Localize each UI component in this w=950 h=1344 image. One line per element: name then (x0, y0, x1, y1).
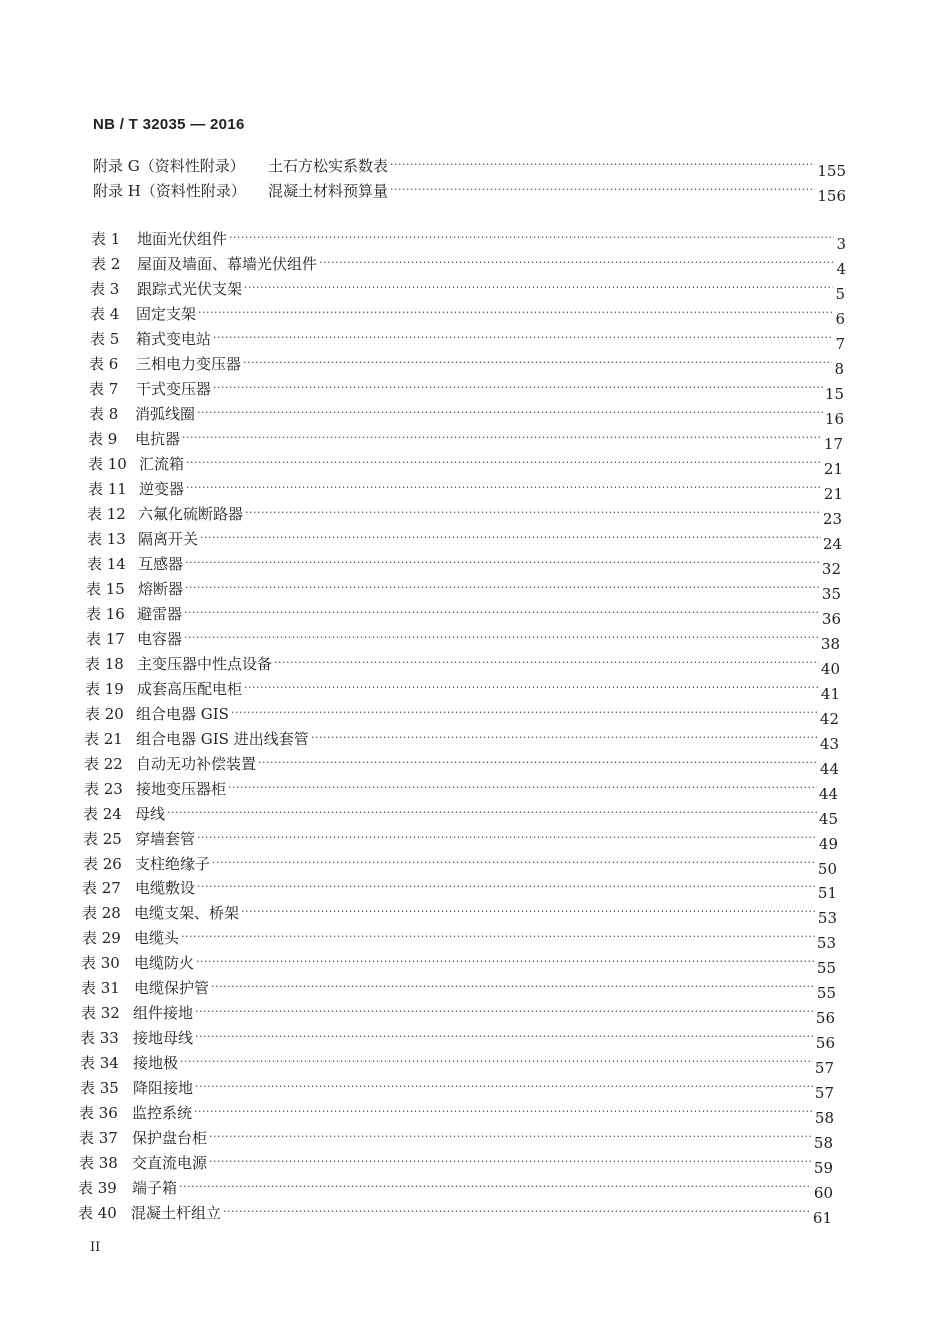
table-entry[interactable] (0, 1152, 950, 1176)
table-entry[interactable] (0, 902, 950, 926)
dot-leader (228, 778, 817, 800)
entry-number: 表 33 (80, 1029, 119, 1047)
entry-page-number: 21 (823, 460, 843, 478)
entry-title: 土石方松实系数表 (268, 157, 389, 175)
dot-leader (209, 1152, 812, 1174)
entry-number: 表 31 (81, 979, 120, 997)
table-entry[interactable] (0, 578, 950, 602)
table-entry[interactable] (0, 428, 950, 452)
entry-number: 表 24 (83, 805, 122, 823)
table-entry[interactable] (0, 1077, 950, 1101)
dot-leader (195, 1077, 813, 1099)
dot-leader (209, 1127, 812, 1149)
entry-title: 交直流电源 (132, 1154, 208, 1172)
entry-title: 逆变器 (139, 480, 185, 498)
table-entry[interactable] (0, 253, 950, 277)
entry-page-number: 60 (813, 1184, 833, 1202)
entry-page-number: 24 (822, 535, 842, 553)
table-entry[interactable] (0, 803, 950, 827)
dot-leader (245, 503, 821, 525)
entry-title: 母线 (135, 805, 166, 823)
entry-title: 电容器 (137, 630, 183, 648)
entry-number: 表 13 (87, 530, 126, 548)
table-entry[interactable] (0, 228, 950, 252)
dot-leader (200, 528, 821, 550)
dot-leader (274, 653, 819, 675)
dot-leader (390, 155, 815, 177)
entry-title: 端子箱 (132, 1179, 178, 1197)
dot-leader (186, 478, 822, 500)
dot-leader (311, 728, 818, 750)
entry-title: 组件接地 (133, 1004, 194, 1022)
entry-title: 监控系统 (132, 1104, 193, 1122)
dot-leader (390, 180, 815, 202)
table-entry[interactable] (0, 553, 950, 577)
entry-page-number: 53 (816, 934, 836, 952)
entry-number: 表 6 (89, 355, 119, 373)
entry-title: 六氟化硫断路器 (138, 505, 244, 523)
entry-title: 干式变压器 (136, 380, 212, 398)
table-entry[interactable] (0, 1202, 950, 1226)
entry-title: 接地母线 (133, 1029, 194, 1047)
dot-leader (196, 952, 815, 974)
entry-title: 混凝土杆组立 (131, 1204, 222, 1222)
table-entry[interactable] (0, 877, 950, 901)
entry-number: 表 1 (91, 230, 121, 248)
entry-number: 表 29 (82, 929, 121, 947)
dot-leader (197, 403, 823, 425)
entry-title: 接地极 (133, 1054, 179, 1072)
entry-page-number: 42 (819, 710, 839, 728)
entry-number: 表 18 (85, 655, 124, 673)
table-entry[interactable] (0, 853, 950, 877)
entry-page-number: 23 (822, 510, 842, 528)
entry-page-number: 57 (814, 1084, 834, 1102)
dot-leader (231, 703, 818, 725)
table-entry[interactable] (0, 952, 950, 976)
entry-title: 电缆支架、桥架 (134, 904, 240, 922)
entry-page-number: 53 (817, 909, 837, 927)
dot-leader (241, 902, 816, 924)
entry-number: 表 21 (84, 730, 123, 748)
entry-page-number: 21 (823, 485, 843, 503)
entry-number: 表 35 (80, 1079, 119, 1097)
entry-number: 表 5 (90, 330, 120, 348)
table-entry[interactable] (0, 678, 950, 702)
dot-leader (213, 378, 823, 400)
entry-page-number: 56 (815, 1009, 835, 1027)
entry-page-number: 6 (835, 310, 845, 328)
table-entry[interactable] (0, 403, 950, 427)
dot-leader (198, 303, 833, 325)
entry-page-number: 55 (816, 959, 836, 977)
table-entry[interactable] (0, 1127, 950, 1151)
entry-page-number: 44 (818, 785, 838, 803)
dot-leader (229, 228, 834, 250)
entry-number: 表 12 (87, 505, 126, 523)
entry-title: 消弧线圈 (135, 405, 196, 423)
entry-number: 表 34 (80, 1054, 119, 1072)
dot-leader (185, 578, 820, 600)
dot-leader (197, 828, 817, 850)
entry-title: 屋面及墙面、幕墙光伏组件 (137, 255, 318, 273)
dot-leader (211, 977, 815, 999)
entry-page-number: 45 (818, 810, 838, 828)
entry-page-number: 59 (813, 1159, 833, 1177)
entry-title: 自动无功补偿装置 (136, 755, 257, 773)
entry-title: 三相电力变压器 (136, 355, 242, 373)
entry-title: 避雷器 (137, 605, 183, 623)
entry-page-number: 17 (823, 435, 843, 453)
table-entry[interactable] (0, 303, 950, 327)
entry-page-number: 58 (814, 1109, 834, 1127)
entry-title: 互感器 (138, 555, 184, 573)
dot-leader (223, 1202, 811, 1224)
dot-leader (197, 877, 816, 899)
dot-leader (167, 803, 817, 825)
entry-title: 电缆防火 (134, 954, 195, 972)
entry-page-number: 155 (817, 162, 846, 180)
entry-page-number: 49 (818, 835, 838, 853)
entry-page-number: 41 (820, 685, 840, 703)
entry-page-number: 32 (821, 560, 841, 578)
entry-number: 表 22 (84, 755, 123, 773)
entry-page-number: 38 (820, 635, 840, 653)
entry-number: 表 11 (88, 480, 127, 498)
entry-title: 保护盘台柜 (132, 1129, 208, 1147)
entry-title: 主变压器中性点设备 (137, 655, 273, 673)
entry-title: 降阻接地 (133, 1079, 194, 1097)
entry-number: 表 37 (79, 1129, 118, 1147)
dot-leader (184, 628, 819, 650)
entry-number: 表 20 (85, 705, 124, 723)
entry-title: 地面光伏组件 (137, 230, 228, 248)
dot-leader (195, 1027, 814, 1049)
table-entry[interactable] (0, 653, 950, 677)
entry-title: 熔断器 (138, 580, 184, 598)
dot-leader (184, 603, 820, 625)
page-footer-number: II (90, 1240, 101, 1255)
dot-leader (179, 1177, 812, 1199)
table-entry[interactable] (0, 453, 950, 477)
entry-page-number: 8 (834, 360, 844, 378)
appendix-entry[interactable] (0, 180, 950, 204)
entry-number: 表 15 (86, 580, 125, 598)
entry-number: 表 9 (88, 430, 118, 448)
entry-title: 电抗器 (135, 430, 181, 448)
entry-page-number: 50 (817, 860, 837, 878)
entry-title: 隔离开关 (138, 530, 199, 548)
dot-leader (213, 328, 833, 350)
table-entry[interactable] (0, 478, 950, 502)
table-entry[interactable] (0, 977, 950, 1001)
entry-number: 表 27 (82, 879, 121, 897)
table-entry[interactable] (0, 828, 950, 852)
entry-number: 表 26 (83, 855, 122, 873)
entry-page-number: 35 (821, 585, 841, 603)
entry-title: 固定支架 (136, 305, 197, 323)
entry-number: 附录 G（资料性附录） (93, 157, 245, 175)
entry-number: 附录 H（资料性附录） (93, 182, 246, 200)
entry-title: 接地变压器柜 (136, 780, 227, 798)
table-entry[interactable] (0, 503, 950, 527)
entry-page-number: 61 (812, 1209, 832, 1227)
entry-number: 表 38 (79, 1154, 118, 1172)
table-entry[interactable] (0, 1102, 950, 1126)
entry-page-number: 5 (835, 285, 845, 303)
table-entry[interactable] (0, 927, 950, 951)
table-entry[interactable] (0, 703, 950, 727)
appendix-entry[interactable] (0, 155, 950, 179)
dot-leader (212, 853, 816, 875)
entry-page-number: 51 (817, 884, 837, 902)
entry-page-number: 58 (813, 1134, 833, 1152)
entry-number: 表 40 (78, 1204, 117, 1222)
entry-number: 表 17 (86, 630, 125, 648)
entry-number: 表 25 (83, 830, 122, 848)
table-entry[interactable] (0, 353, 950, 377)
dot-leader (182, 428, 822, 450)
dot-leader (181, 927, 815, 949)
dot-leader (258, 753, 818, 775)
dot-leader (195, 1002, 814, 1024)
entry-number: 表 10 (88, 455, 127, 473)
entry-number: 表 36 (79, 1104, 118, 1122)
table-entry[interactable] (0, 278, 950, 302)
entry-title: 组合电器 GIS 进出线套管 (136, 730, 309, 748)
page-header: NB / T 32035 — 2016 (93, 116, 245, 133)
entry-title: 电缆头 (134, 929, 180, 947)
table-entry[interactable] (0, 628, 950, 652)
entry-number: 表 3 (90, 280, 120, 298)
entry-page-number: 43 (819, 735, 839, 753)
table-entry[interactable] (0, 1177, 950, 1201)
table-entry[interactable] (0, 1052, 950, 1076)
table-entry[interactable] (0, 603, 950, 627)
entry-page-number: 55 (816, 984, 836, 1002)
entry-title: 汇流箱 (139, 455, 185, 473)
entry-number: 表 30 (81, 954, 120, 972)
entry-number: 表 19 (85, 680, 124, 698)
table-entry[interactable] (0, 378, 950, 402)
dot-leader (319, 253, 834, 275)
entry-page-number: 56 (815, 1034, 835, 1052)
entry-page-number: 4 (836, 260, 846, 278)
dot-leader (244, 278, 833, 300)
entry-title: 混凝土材料预算量 (268, 182, 389, 200)
entry-page-number: 7 (835, 335, 845, 353)
entry-number: 表 8 (89, 405, 119, 423)
entry-title: 箱式变电站 (136, 330, 212, 348)
entry-number: 表 23 (84, 780, 123, 798)
dot-leader (186, 453, 822, 475)
table-entry[interactable] (0, 1002, 950, 1026)
entry-number: 表 28 (82, 904, 121, 922)
entry-title: 支柱绝缘子 (135, 855, 211, 873)
table-entry[interactable] (0, 328, 950, 352)
entry-page-number: 57 (814, 1059, 834, 1077)
entry-title: 穿墙套管 (135, 830, 196, 848)
entry-title: 跟踪式光伏支架 (137, 280, 243, 298)
table-entry[interactable] (0, 728, 950, 752)
entry-number: 表 2 (91, 255, 121, 273)
entry-number: 表 39 (78, 1179, 117, 1197)
entry-title: 组合电器 GIS (136, 705, 229, 723)
entry-number: 表 7 (89, 380, 119, 398)
entry-title: 成套高压配电柜 (137, 680, 243, 698)
table-entry[interactable] (0, 753, 950, 777)
entry-page-number: 156 (817, 187, 846, 205)
table-entry[interactable] (0, 528, 950, 552)
entry-page-number: 44 (819, 760, 839, 778)
dot-leader (243, 353, 832, 375)
entry-number: 表 16 (86, 605, 125, 623)
entry-page-number: 15 (824, 385, 844, 403)
entry-page-number: 36 (821, 610, 841, 628)
entry-page-number: 40 (820, 660, 840, 678)
entry-number: 表 14 (87, 555, 126, 573)
table-entry[interactable] (0, 778, 950, 802)
entry-title: 电缆保护管 (134, 979, 210, 997)
entry-title: 电缆敷设 (135, 879, 196, 897)
entry-page-number: 3 (836, 235, 846, 253)
entry-page-number: 16 (824, 410, 844, 428)
dot-leader (185, 553, 820, 575)
dot-leader (180, 1052, 813, 1074)
entry-number: 表 32 (81, 1004, 120, 1022)
dot-leader (194, 1102, 813, 1124)
entry-number: 表 4 (90, 305, 120, 323)
table-entry[interactable] (0, 1027, 950, 1051)
dot-leader (244, 678, 819, 700)
